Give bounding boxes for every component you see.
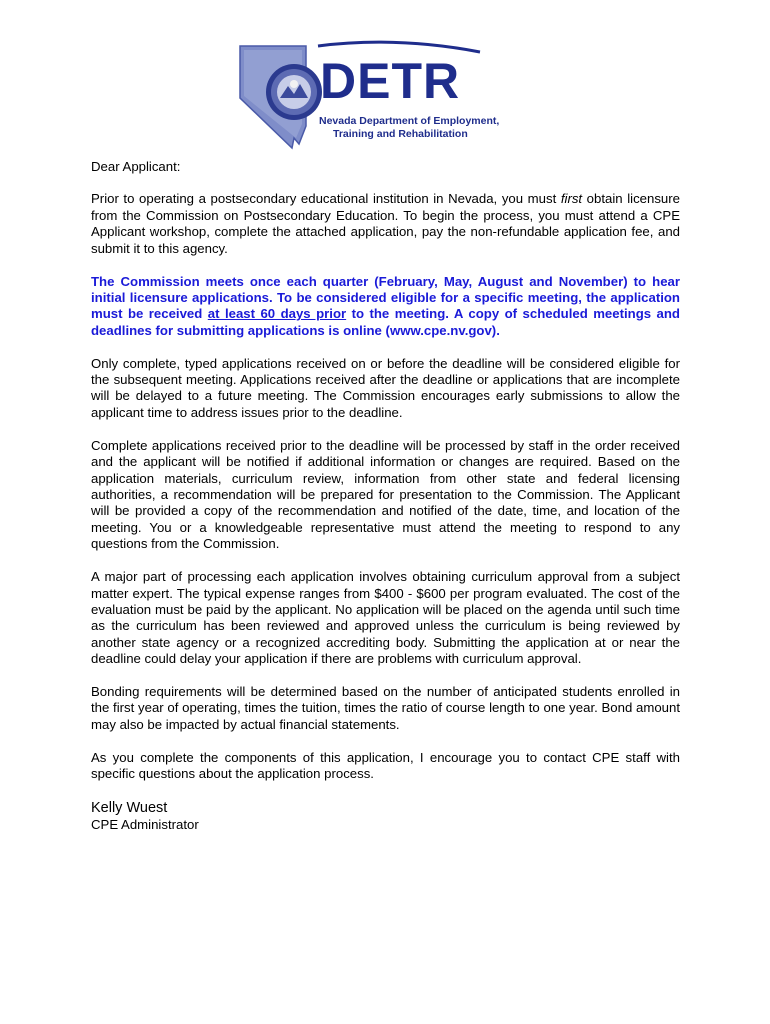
p1-emphasis: first (560, 191, 583, 207)
logo-department-line2: Training and Rehabilitation (333, 128, 468, 140)
p1-text-a: Prior to operating a postsecondary educational institution in Nevada, you must (91, 191, 561, 207)
p2-underlined: at least 60 days prior (207, 306, 347, 322)
p2-text-a: The Commission meets once each quarter (February, May, August and November) to hear initial licensure applications. To be considered eligible for a specific meeting, the application must be received (91, 273, 680, 322)
paragraph-deadlines: Only complete, typed applications received on or before the deadline will be considered eligible for the subsequent meeting. Applications received after the deadline or applications that are incomplete will be delayed to a future meeting. The Commission encourages early submissions to allow the applicant time to address issues prior to the deadline. (91, 355, 680, 420)
paragraph-curriculum: A major part of processing each application involves obtaining curriculum approval from a subject matter expert. The typical expense ranges from $400 - $600 per program evaluated. The cost of the evaluation must be paid by the applicant. No application will be placed on the agenda until such time as the curriculum has been reviewed and approved unless the curriculum is being reviewed by another state agency or a recognized accrediting body. Submitting the application at or near the deadline could delay your application if there are problems with curriculum approval. (91, 569, 680, 667)
paragraph-commission-meetings (91, 274, 680, 340)
logo-department-line1: Nevada Department of Employment, (319, 115, 500, 127)
salutation: Dear Applicant: (91, 159, 181, 174)
signature-name: Kelly Wuest (91, 800, 168, 817)
state-seal-icon (266, 64, 322, 120)
paragraph-contact: As you complete the components of this application, I encourage you to contact CPE staff with specific questions about the application process. (91, 749, 680, 782)
logo-acronym: DETR (320, 53, 461, 109)
letter-body (91, 159, 680, 833)
paragraph-licensure (91, 191, 680, 257)
p1-text-b: obtain licensure from the Commission on Postsecondary Education. To begin the process, you must attend a CPE Applicant workshop, complete the attached application, pay the non-refundable application fee, and submit it to this agency. (91, 191, 680, 256)
paragraph-bonding: Bonding requirements will be determined based on the number of anticipated students enrolled in the first year of operating, times the tuition, times the ratio of course length to one year. Bond amount may also be impacted by actual financial statements. (91, 684, 680, 732)
p2-text-b: to the meeting. A copy of scheduled meetings and deadlines for submitting applications is online (www.cpe.nv.gov). (91, 306, 680, 338)
detr-logo (236, 40, 500, 150)
signature-title: CPE Administrator (91, 817, 199, 833)
paragraph-processing: Complete applications received prior to the deadline will be processed by staff in the order received and the applicant will be notified if additional information or changes are required. Based on the application materials, curriculum review, information from other state and federal licensing authorities, a recommendation will be prepared for presentation to the Commission. The Applicant will be provided a copy of the recommendation and notified of the date, time, and location of the meeting. You or a knowledgeable representative must attend the meeting to respond to any questions from the Commission. (91, 437, 680, 552)
